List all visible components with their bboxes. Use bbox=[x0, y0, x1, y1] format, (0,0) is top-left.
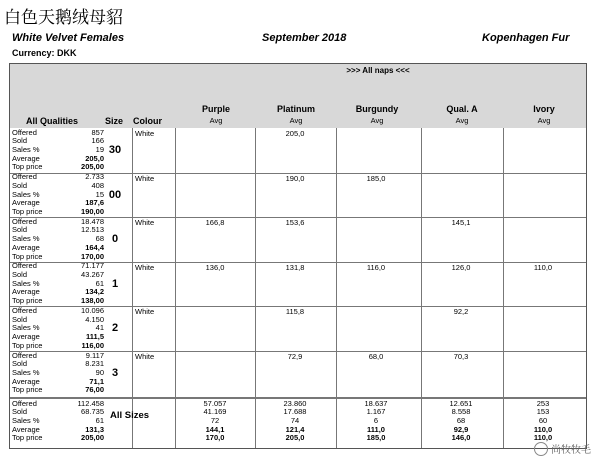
stat-label: Offered bbox=[12, 172, 37, 182]
totals-value: 72 bbox=[210, 416, 220, 425]
column-avg-label: Avg bbox=[537, 116, 551, 125]
stat-value: 205,00 bbox=[81, 162, 104, 172]
row-stats bbox=[12, 129, 104, 173]
colour-value: White bbox=[135, 352, 155, 361]
avg-price-cell: 136,0 bbox=[205, 262, 225, 272]
report-company: Kopenhagen Fur bbox=[482, 32, 570, 44]
stat-label: Offered bbox=[12, 305, 37, 315]
avg-price-cell: 190,0 bbox=[285, 173, 305, 183]
totals-column bbox=[504, 400, 582, 444]
stat-value: 90 bbox=[95, 367, 104, 377]
stat-value: 8.231 bbox=[85, 359, 104, 369]
stat-value: 857 bbox=[91, 127, 104, 137]
column-header: Qual. A bbox=[446, 104, 478, 114]
size-value: 2 bbox=[111, 322, 119, 335]
stat-line bbox=[12, 253, 104, 262]
stat-label: Top price bbox=[12, 206, 43, 216]
report-product-title: White Velvet Females bbox=[12, 32, 125, 44]
totals-column bbox=[256, 400, 334, 444]
stat-label: Average bbox=[12, 332, 40, 341]
stat-value: 10.096 bbox=[81, 305, 104, 315]
stat-value: 41 bbox=[95, 323, 104, 333]
avg-price-cell: 110,0 bbox=[533, 262, 553, 272]
stat-value: 61 bbox=[95, 416, 104, 425]
avg-price-cell: 166,8 bbox=[205, 218, 225, 228]
stat-label: Sold bbox=[12, 180, 28, 190]
stat-line bbox=[12, 386, 104, 395]
stat-value: 131,3 bbox=[85, 424, 104, 434]
totals-value: 253 bbox=[536, 398, 550, 408]
colour-value: White bbox=[135, 129, 155, 138]
watermark-text: 尚牧牧毛 bbox=[551, 445, 591, 456]
stat-label: Sales % bbox=[12, 367, 40, 377]
totals-value: 153 bbox=[536, 407, 550, 417]
stat-label: Sold bbox=[12, 314, 28, 324]
row-stats bbox=[12, 262, 104, 306]
stat-value: 164,4 bbox=[85, 242, 104, 252]
report-date: September 2018 bbox=[262, 32, 347, 44]
stat-line bbox=[12, 342, 104, 351]
watermark bbox=[534, 441, 591, 456]
totals-value: 111,0 bbox=[367, 424, 385, 434]
stat-label: Sales % bbox=[12, 189, 40, 199]
stat-value: 111,5 bbox=[86, 332, 104, 341]
price-table bbox=[9, 63, 587, 449]
avg-price-cell: 145,1 bbox=[451, 218, 471, 228]
avg-price-cell: 116,0 bbox=[366, 262, 386, 272]
column-header: Purple bbox=[201, 104, 230, 114]
stat-line bbox=[12, 297, 104, 306]
totals-value: 110,0 bbox=[533, 433, 553, 443]
avg-price-cell: 115,8 bbox=[285, 307, 305, 317]
stat-value: 19 bbox=[95, 144, 104, 154]
column-avg-label: Avg bbox=[370, 116, 384, 125]
column-header: Platinum bbox=[276, 104, 315, 114]
stat-label: Top price bbox=[12, 251, 43, 261]
stat-value: 71,1 bbox=[89, 376, 104, 386]
all-sizes-label: All Sizes bbox=[110, 409, 150, 421]
stat-label: Offered bbox=[12, 350, 37, 360]
size-header: Size bbox=[105, 116, 124, 126]
totals-value: 110,0 bbox=[533, 424, 553, 434]
stat-line bbox=[12, 434, 104, 443]
stat-label: Sold bbox=[12, 225, 28, 235]
colour-value: White bbox=[135, 218, 155, 228]
totals-value: 6 bbox=[373, 416, 379, 425]
totals-value: 144,1 bbox=[205, 424, 225, 434]
stat-label: Average bbox=[12, 242, 40, 252]
stat-label: Top price bbox=[12, 162, 43, 172]
size-value: 30 bbox=[108, 144, 122, 156]
column-avg-label: Avg bbox=[289, 116, 303, 125]
stat-value: 12.513 bbox=[81, 225, 104, 235]
stat-value: 4.150 bbox=[85, 314, 104, 324]
column-avg-label: Avg bbox=[455, 116, 469, 125]
stat-value: 76,00 bbox=[85, 385, 104, 395]
stat-label: Average bbox=[12, 153, 40, 163]
stat-label: Top price bbox=[12, 296, 43, 306]
stat-value: 9.117 bbox=[85, 350, 104, 360]
totals-column bbox=[422, 400, 500, 444]
stat-value: 170,00 bbox=[81, 251, 104, 261]
stat-value: 2.733 bbox=[85, 172, 104, 182]
avg-price-cell: 68,0 bbox=[368, 352, 384, 361]
avg-price-cell: 72,9 bbox=[287, 352, 303, 361]
stat-label: Average bbox=[12, 376, 40, 386]
colour-value: White bbox=[135, 173, 155, 183]
column-header: Burgundy bbox=[355, 104, 399, 114]
totals-column bbox=[337, 400, 415, 444]
row-stats bbox=[12, 173, 104, 217]
table-header bbox=[10, 64, 586, 128]
stat-label: Top price bbox=[12, 385, 43, 395]
totals-stats bbox=[12, 400, 104, 444]
stat-label: Sales % bbox=[12, 278, 40, 288]
totals-value: 60 bbox=[538, 416, 548, 425]
stat-value: 187,6 bbox=[85, 198, 104, 208]
stat-value: 408 bbox=[91, 180, 104, 190]
totals-value: 185,0 bbox=[366, 433, 386, 443]
stat-label: Top price bbox=[12, 433, 43, 443]
totals-value: 23.860 bbox=[283, 398, 307, 408]
stat-label: Sales % bbox=[12, 234, 40, 244]
stat-value: 112.458 bbox=[77, 398, 104, 408]
stat-label: Sales % bbox=[12, 416, 40, 425]
totals-value: 1.167 bbox=[366, 407, 386, 417]
stat-value: 68 bbox=[95, 234, 104, 244]
totals-value: 17.688 bbox=[283, 407, 307, 417]
stat-label: Offered bbox=[12, 398, 37, 408]
column-avg-label: Avg bbox=[209, 116, 223, 125]
totals-value: 146,0 bbox=[451, 433, 471, 443]
totals-value: 205,0 bbox=[285, 433, 305, 443]
stat-label: Sold bbox=[12, 359, 28, 369]
totals-value: 121,4 bbox=[285, 424, 305, 434]
currency-label: Currency: DKK bbox=[12, 48, 77, 58]
totals-value: 8.558 bbox=[451, 407, 471, 417]
stat-value: 205,00 bbox=[81, 433, 104, 443]
totals-value: 12.651 bbox=[449, 398, 473, 408]
avg-price-cell: 131,8 bbox=[285, 262, 305, 272]
stat-value: 61 bbox=[95, 278, 104, 288]
avg-price-cell: 92,2 bbox=[453, 307, 469, 317]
size-value: 00 bbox=[108, 188, 122, 201]
column-divider bbox=[132, 128, 133, 448]
stat-value: 166 bbox=[91, 136, 104, 146]
totals-value: 57.057 bbox=[203, 398, 227, 408]
row-stats bbox=[12, 307, 104, 351]
stat-label: Average bbox=[12, 287, 40, 297]
stat-label: Sold bbox=[12, 407, 28, 417]
stat-value: 71.177 bbox=[81, 261, 104, 271]
stat-label: Top price bbox=[12, 340, 43, 350]
wechat-icon bbox=[534, 442, 548, 456]
stat-label: Offered bbox=[12, 216, 37, 226]
column-header: Ivory bbox=[533, 104, 555, 114]
stat-value: 18.478 bbox=[81, 216, 104, 226]
avg-price-cell: 70,3 bbox=[453, 352, 469, 361]
stat-label: Offered bbox=[12, 127, 37, 137]
stat-value: 116,00 bbox=[81, 340, 104, 350]
page-title: 白色天鹅绒母貂 bbox=[4, 8, 123, 28]
stat-value: 68.735 bbox=[81, 407, 104, 417]
totals-value: 41.169 bbox=[203, 407, 227, 417]
stat-label: Offered bbox=[12, 261, 37, 271]
stat-value: 43.267 bbox=[81, 270, 104, 279]
colour-value: White bbox=[135, 262, 155, 272]
stat-line bbox=[12, 163, 104, 172]
totals-value: 68 bbox=[456, 416, 466, 425]
totals-value: 18.637 bbox=[364, 398, 388, 408]
totals-value: 92,9 bbox=[453, 424, 469, 434]
stat-value: 134,2 bbox=[85, 287, 104, 297]
stat-value: 205,0 bbox=[85, 153, 104, 163]
totals-value: 74 bbox=[290, 416, 300, 425]
avg-price-cell: 153,6 bbox=[285, 218, 305, 228]
stat-line bbox=[12, 208, 104, 217]
stat-value: 138,00 bbox=[81, 296, 104, 306]
size-value: 0 bbox=[111, 233, 119, 246]
size-value: 1 bbox=[111, 277, 119, 290]
colour-value: White bbox=[135, 307, 155, 317]
row-stats bbox=[12, 352, 104, 396]
size-value: 3 bbox=[111, 367, 119, 379]
totals-column bbox=[176, 400, 254, 444]
avg-price-cell: 126,0 bbox=[451, 262, 471, 272]
stat-value: 190,00 bbox=[81, 206, 104, 216]
avg-price-cell: 185,0 bbox=[366, 173, 386, 183]
all-qualities-header: All Qualities bbox=[26, 116, 79, 126]
avg-price-cell: 205,0 bbox=[285, 129, 305, 138]
colour-header: Colour bbox=[133, 116, 162, 126]
stat-label: Sold bbox=[12, 136, 28, 146]
stat-label: Sales % bbox=[12, 323, 40, 333]
totals-value: 170,0 bbox=[205, 433, 225, 443]
stat-label: Sold bbox=[12, 270, 28, 279]
stat-label: Average bbox=[12, 198, 40, 208]
stat-label: Sales % bbox=[12, 144, 40, 154]
all-naps-banner: >>> All naps <<< bbox=[346, 66, 410, 75]
row-stats bbox=[12, 218, 104, 262]
stat-value: 15 bbox=[95, 189, 104, 199]
stat-label: Average bbox=[12, 424, 40, 434]
